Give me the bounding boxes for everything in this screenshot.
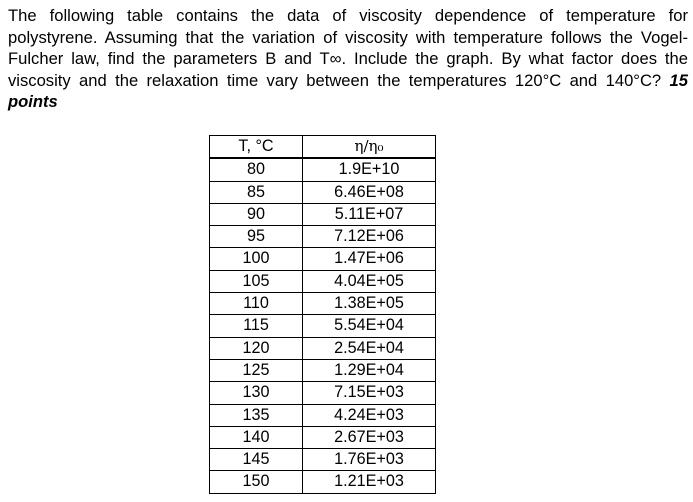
table-row — [210, 226, 436, 248]
table-row — [210, 337, 436, 359]
problem-statement — [8, 5, 688, 113]
table-row — [210, 181, 436, 203]
cell-temperature: 85 — [210, 181, 303, 203]
header-temperature: T, °C — [210, 136, 303, 159]
cell-temperature: 135 — [210, 404, 303, 426]
table-row — [210, 359, 436, 381]
cell-viscosity-ratio: 2.67E+03 — [303, 426, 436, 448]
problem-text: The following table contains the data of viscosity dependence of temperature for polystyrene. Assuming that the variation of viscosity with temperature follows the Vogel-Fulcher law, find the parameters B and T∞. Include the graph. By what factor does the viscosity and the relaxation time vary between the temperatures 120°C and 140°C? — [8, 6, 688, 90]
cell-viscosity-ratio: 1.9E+10 — [303, 158, 436, 181]
table-row — [210, 248, 436, 270]
table-row — [210, 471, 436, 493]
table-header-row — [210, 136, 436, 159]
cell-temperature: 120 — [210, 337, 303, 359]
cell-temperature: 115 — [210, 315, 303, 337]
table-row — [210, 293, 436, 315]
cell-temperature: 145 — [210, 449, 303, 471]
cell-viscosity-ratio: 2.54E+04 — [303, 337, 436, 359]
cell-viscosity-ratio: 5.11E+07 — [303, 203, 436, 225]
cell-temperature: 105 — [210, 270, 303, 292]
cell-temperature: 80 — [210, 158, 303, 181]
cell-temperature: 100 — [210, 248, 303, 270]
cell-viscosity-ratio: 6.46E+08 — [303, 181, 436, 203]
cell-viscosity-ratio: 1.21E+03 — [303, 471, 436, 493]
table-row — [210, 270, 436, 292]
table-body — [210, 158, 436, 493]
viscosity-table — [209, 135, 436, 494]
cell-viscosity-ratio: 7.15E+03 — [303, 382, 436, 404]
table-row — [210, 449, 436, 471]
cell-temperature: 150 — [210, 471, 303, 493]
table-row — [210, 315, 436, 337]
cell-viscosity-ratio: 7.12E+06 — [303, 226, 436, 248]
cell-temperature: 125 — [210, 359, 303, 381]
table-row — [210, 404, 436, 426]
cell-viscosity-ratio: 4.24E+03 — [303, 404, 436, 426]
cell-temperature: 130 — [210, 382, 303, 404]
cell-viscosity-ratio: 1.47E+06 — [303, 248, 436, 270]
cell-viscosity-ratio: 1.76E+03 — [303, 449, 436, 471]
cell-viscosity-ratio: 1.38E+05 — [303, 293, 436, 315]
table-row — [210, 382, 436, 404]
cell-viscosity-ratio: 4.04E+05 — [303, 270, 436, 292]
cell-temperature: 90 — [210, 203, 303, 225]
cell-temperature: 110 — [210, 293, 303, 315]
cell-temperature: 95 — [210, 226, 303, 248]
table-row — [210, 158, 436, 181]
points-label: 15 points — [8, 70, 688, 111]
cell-viscosity-ratio: 1.29E+04 — [303, 359, 436, 381]
cell-viscosity-ratio: 5.54E+04 — [303, 315, 436, 337]
table-row — [210, 203, 436, 225]
header-viscosity-ratio: η/η₀ — [303, 136, 436, 159]
table-row — [210, 426, 436, 448]
cell-temperature: 140 — [210, 426, 303, 448]
